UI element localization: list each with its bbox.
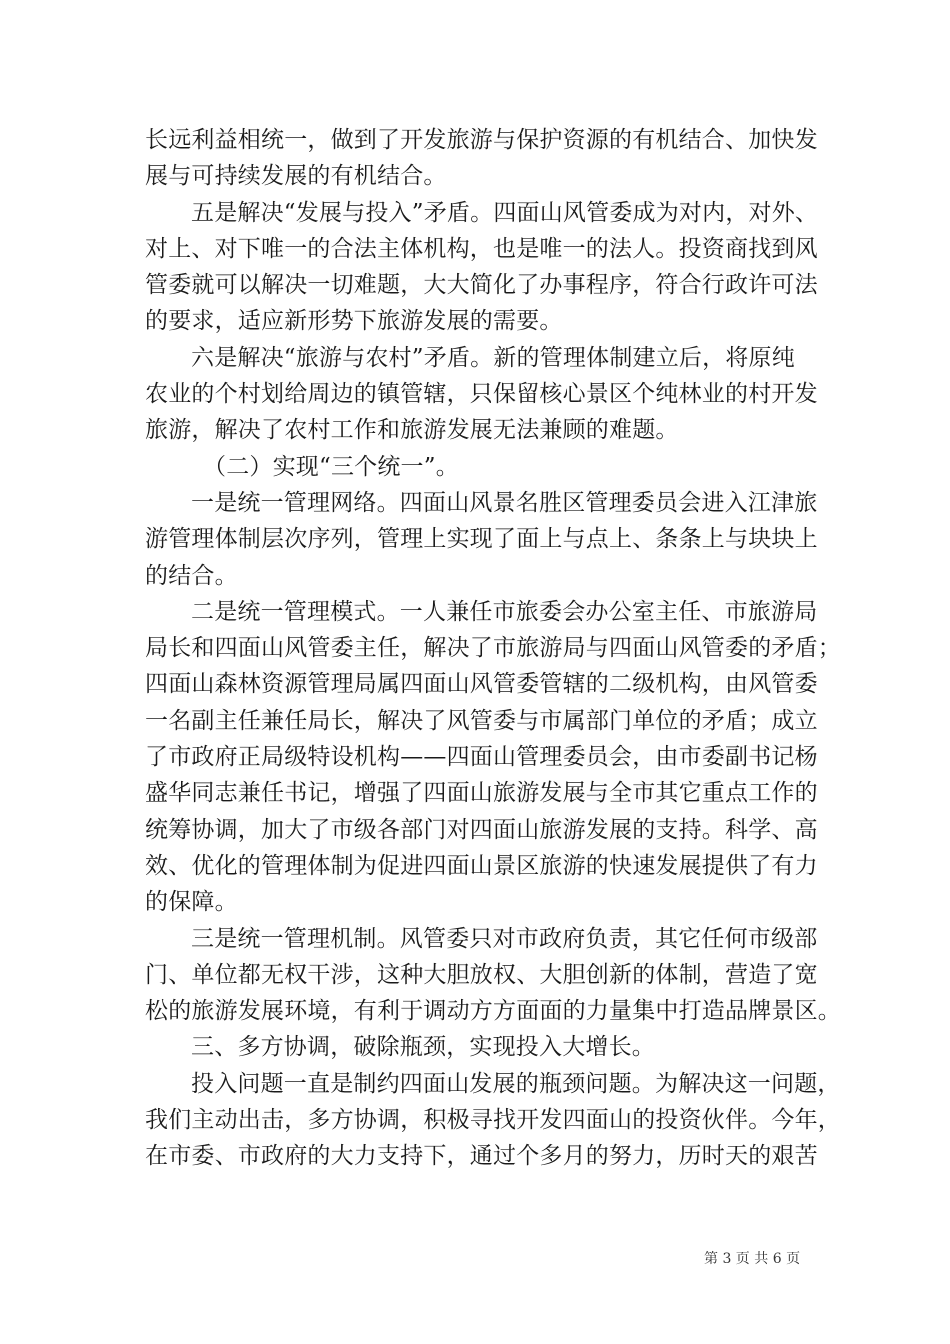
text-line: 松的旅游发展环境，有利于调动方方面面的力量集中打造品牌景区。 <box>145 998 841 1025</box>
text-line: 游管理体制层次序列，管理上实现了面上与点上、条条上与块块上 <box>145 526 818 553</box>
text-line: 旅游，解决了农村工作和旅游发展无法兼顾的难题。 <box>145 417 679 444</box>
text-line: 统筹协调，加大了市级各部门对四面山旅游发展的支持。科学、高 <box>145 816 818 843</box>
text-line: 局长和四面山风管委主任，解决了市旅游局与四面山风管委的矛盾； <box>145 635 841 662</box>
paragraph-start: 五是解决“发展与投入”矛盾。四面山风管委成为对内，对外、 <box>191 199 819 226</box>
page-number-footer: 第 3 页 共 6 页 <box>704 1251 801 1267</box>
text-line: 四面山森林资源管理局属四面山风管委管辖的二级机构，由风管委 <box>145 671 818 698</box>
paragraph-start: 二是统一管理模式。一人兼任市旅委会办公室主任、市旅游局 <box>191 598 818 625</box>
text-line: 农业的个村划给周边的镇管辖，只保留核心景区个纯林业的村开发 <box>145 381 818 408</box>
text-line: 一名副主任兼任局长，解决了风管委与市属部门单位的矛盾；成立 <box>145 707 818 734</box>
text-line: 效、优化的管理体制为促进四面山景区旅游的快速发展提供了有力 <box>145 852 818 879</box>
section-heading: 三、多方协调，破除瓶颈，实现投入大增长。 <box>191 1034 655 1061</box>
text-line: 对上、对下唯一的合法主体机构，也是唯一的法人。投资商找到风 <box>145 235 818 262</box>
text-line: 的要求，适应新形势下旅游发展的需要。 <box>145 308 563 335</box>
text-line: 的保障。 <box>145 889 238 916</box>
text-line: 盛华同志兼任书记，增强了四面山旅游发展与全市其它重点工作的 <box>145 780 818 807</box>
paragraph-start: 六是解决“旅游与农村”矛盾。新的管理体制建立后，将原纯 <box>191 344 795 371</box>
section-heading: （二）实现“三个统一”。 <box>203 453 459 480</box>
text-line: 在市委、市政府的大力支持下，通过个多月的努力，历时天的艰苦 <box>145 1143 818 1170</box>
text-line: 长远利益相统一，做到了开发旅游与保护资源的有机结合、加快发 <box>145 127 818 153</box>
text-line: 管委就可以解决一切难题，大大简化了办事程序，符合行政许可法 <box>145 272 818 299</box>
text-line: 的结合。 <box>145 562 238 589</box>
paragraph-start: 三是统一管理机制。风管委只对市政府负责，其它任何市级部 <box>191 925 818 952</box>
paragraph-start: 投入问题一直是制约四面山发展的瓶颈问题。为解决这一问题， <box>191 1070 841 1097</box>
paragraph-start: 一是统一管理网络。四面山风景名胜区管理委员会进入江津旅 <box>191 489 818 516</box>
text-line: 门、单位都无权干涉，这种大胆放权、大胆创新的体制，营造了宽 <box>145 961 818 988</box>
document-body <box>145 122 841 1175</box>
text-line: 展与可持续发展的有机结合。 <box>145 163 447 190</box>
text-line: 我们主动出击，多方协调，积极寻找开发四面山的投资伙伴。今年， <box>145 1107 841 1134</box>
text-line: 了市政府正局级特设机构——四面山管理委员会，由市委副书记杨 <box>145 744 818 771</box>
